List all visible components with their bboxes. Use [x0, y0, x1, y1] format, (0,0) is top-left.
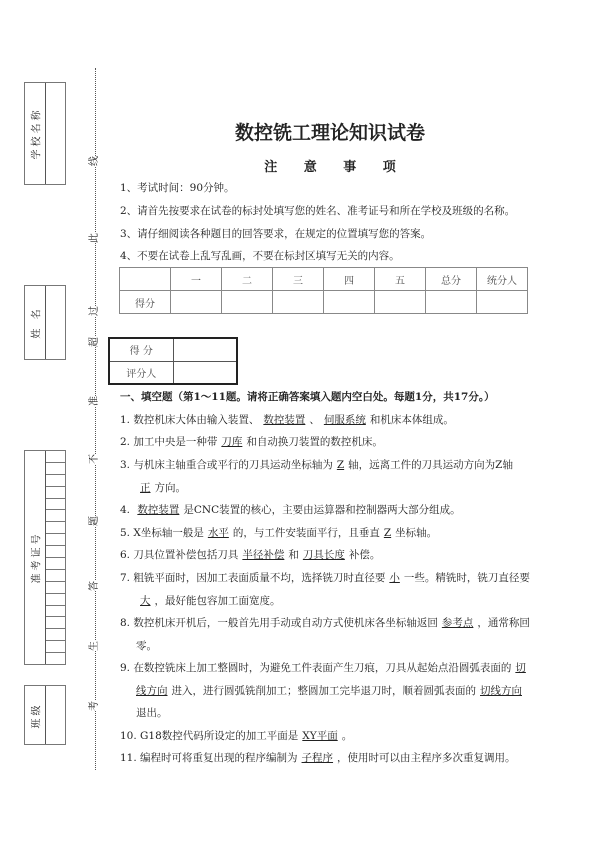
exam-number-label: 准考证号 [31, 531, 43, 584]
score-cell[interactable] [375, 291, 426, 314]
question-8 [120, 612, 530, 657]
question-5 [120, 522, 530, 545]
seal-char: 考 [89, 701, 100, 711]
rule-2: 2、请首先按要求在试卷的标封处填写您的姓名、准考证号和所在学校及班级的名称。 [120, 205, 516, 217]
question-text: 8. 数控机床开机后，一般首先用手动或自动方式使机床各坐标轴返回 [120, 617, 438, 629]
rule-3: 3、请仔细阅读各种题目的回答要求，在规定的位置填写您的答案。 [120, 228, 432, 240]
seal-line [95, 68, 96, 770]
class-label: 班级 [31, 702, 43, 728]
question-text: 是CNC装置的核心，主要由运算器和控制器两大部分组成。 [183, 504, 461, 516]
grader-label: 评分人 [109, 361, 173, 384]
exam-number-digit-cell[interactable] [46, 545, 65, 557]
exam-number-digit-cell[interactable] [46, 474, 65, 486]
exam-number-digit-cell[interactable] [46, 462, 65, 474]
question-text: 7. 粗铣平面时，因加工表面质量不均，选择铣刀时直径要 [120, 572, 386, 584]
score-header: 一 [171, 268, 222, 291]
exam-number-field[interactable] [24, 450, 66, 665]
question-text: 补偿。 [348, 549, 381, 561]
answer-blank[interactable]: XY平面 [302, 730, 338, 742]
score-cell[interactable] [173, 338, 237, 361]
answer-blank[interactable]: 刀库 [221, 436, 243, 448]
question-text: 10. G18数控代码所设定的加工平面是 [120, 730, 299, 742]
score-header: 二 [222, 268, 273, 291]
question-text: 5. X坐标轴一般是 [120, 527, 204, 539]
grader-box [108, 337, 238, 385]
student-name-field[interactable] [24, 285, 66, 360]
answer-blank[interactable]: 大 [140, 594, 151, 607]
exam-number-digit-cell[interactable] [46, 509, 65, 521]
exam-number-digit-cell[interactable] [46, 628, 65, 640]
question-text: 和机床本体组成。 [369, 414, 454, 426]
answer-blank[interactable]: 半径补偿 [242, 549, 285, 561]
seal-char: 超 [89, 337, 100, 347]
grader-cell[interactable] [173, 361, 237, 384]
seal-char: 答 [89, 581, 100, 591]
question-text: 方向。 [154, 481, 186, 494]
question-text: 。 [341, 730, 353, 742]
exam-number-digit-cell[interactable] [46, 451, 65, 462]
seal-char: 线 [89, 156, 100, 166]
answer-blank[interactable]: 小 [389, 572, 400, 584]
seal-char: 生 [89, 641, 100, 651]
exam-number-digit-cell[interactable] [46, 581, 65, 593]
question-text: 1. 数控机床大体由输入装置、 [120, 414, 260, 426]
exam-number-digit-cell[interactable] [46, 557, 65, 569]
notice-title: 注 意 事 项 [264, 160, 396, 175]
rule-4: 4、不要在试卷上乱写乱画，不要在标封区填写无关的内容。 [120, 250, 400, 262]
question-text: 轴，远离工件的刀具运动方向为Z轴 [348, 459, 513, 471]
score-cell[interactable] [324, 291, 375, 314]
answer-blank[interactable]: 子程序 [301, 752, 334, 764]
answer-blank[interactable]: 切线方向 [136, 662, 526, 697]
question-text: 进入，进行圆弧铣削加工；整圆加工完毕退刀时，顺着圆弧表面的 [171, 684, 476, 697]
question-text: 3. 与机床主轴重合或平行的刀具运动坐标轴为 [120, 459, 333, 471]
question-text: 一些。精铣时，铣刀直径要 [403, 572, 530, 584]
question-text: ，最好能包容加工面宽度。 [154, 594, 281, 607]
question-text: 坐标轴。 [395, 527, 438, 539]
exam-number-digit-cell[interactable] [46, 652, 65, 664]
score-header: 三 [273, 268, 324, 291]
exam-number-digit-cell[interactable] [46, 521, 65, 533]
answer-blank[interactable]: 参考点 [441, 617, 474, 629]
question-text: ，使用时可以由主程序多次重复调用。 [337, 752, 516, 764]
school-name-label: 学校名称 [31, 107, 43, 160]
seal-char: 准 [89, 396, 100, 406]
answer-blank[interactable]: 数控装置 [137, 504, 180, 516]
score-cell[interactable] [273, 291, 324, 314]
score-header: 总分 [426, 268, 477, 291]
exam-number-digit-cell[interactable] [46, 486, 65, 498]
exam-number-digit-cell[interactable] [46, 616, 65, 628]
question-11 [120, 747, 530, 770]
question-text: 4. [120, 504, 134, 516]
exam-number-digit-cell[interactable] [46, 593, 65, 605]
section-title: 一、填空题（第1～11题。请将正确答案填入题内空白处。每题1分，共17分。） [120, 391, 495, 403]
answer-blank[interactable]: 数控装置 [263, 414, 306, 426]
question-6 [120, 544, 530, 567]
question-text: 11. 编程时可将重复出现的程序编制为 [120, 752, 298, 764]
exam-number-digit-cell[interactable] [46, 569, 65, 581]
class-field[interactable] [24, 685, 66, 745]
exam-number-digit-cell[interactable] [46, 533, 65, 545]
answer-blank[interactable]: Z [383, 527, 392, 539]
student-name-label: 姓 名 [31, 306, 43, 339]
score-header [120, 268, 171, 291]
rule-1: 1、考试时间：90分钟。 [120, 182, 235, 194]
seal-char: 过 [89, 306, 100, 316]
score-cell[interactable] [477, 291, 528, 314]
school-name-field[interactable] [24, 82, 66, 185]
question-text: 9. 在数控铣床上加工整圆时，为避免工件表面产生刀痕，刀具从起始点沿圆弧表面的 [120, 662, 512, 674]
answer-blank[interactable]: 正 [140, 481, 151, 494]
seal-char: 不 [89, 454, 100, 464]
question-7 [120, 567, 530, 612]
seal-char: 题 [89, 516, 100, 526]
question-9 [120, 657, 530, 725]
question-text: ，通常称回零。 [136, 617, 530, 652]
seal-char: 此 [89, 233, 100, 243]
question-10 [120, 725, 530, 748]
question-3 [120, 454, 530, 499]
question-1 [120, 409, 530, 432]
score-cell[interactable] [426, 291, 477, 314]
score-table [119, 267, 528, 314]
question-text: 2. 加工中央是一种带 [120, 436, 218, 448]
exam-number-digit-cell[interactable] [46, 640, 65, 652]
question-text: 、 [309, 414, 320, 426]
question-text: 6. 刀具位置补偿包括刀具 [120, 549, 239, 561]
score-label: 得 分 [109, 338, 173, 361]
question-text: 的，与工件安装面平行，且垂直 [232, 527, 380, 539]
answer-blank[interactable]: 水平 [207, 527, 229, 539]
score-header: 四 [324, 268, 375, 291]
page-title: 数控铣工理论知识试卷 [234, 122, 425, 144]
answer-blank[interactable]: Z [336, 459, 345, 471]
answer-blank[interactable]: 切线方向 [480, 684, 522, 697]
score-header: 五 [375, 268, 426, 291]
score-row-label: 得分 [120, 291, 171, 314]
question-2 [120, 431, 530, 454]
score-header: 统分人 [477, 268, 528, 291]
answer-blank[interactable]: 伺服系统 [323, 414, 366, 426]
score-cell[interactable] [171, 291, 222, 314]
question-text: 退出。 [136, 707, 168, 720]
exam-number-digit-cell[interactable] [46, 605, 65, 617]
score-cell[interactable] [222, 291, 273, 314]
question-4 [120, 499, 530, 522]
answer-blank[interactable]: 刀具长度 [302, 549, 345, 561]
exam-number-digit-cell[interactable] [46, 498, 65, 510]
question-text: 和 [288, 549, 299, 561]
question-text: 和自动换刀装置的数控机床。 [246, 436, 383, 448]
